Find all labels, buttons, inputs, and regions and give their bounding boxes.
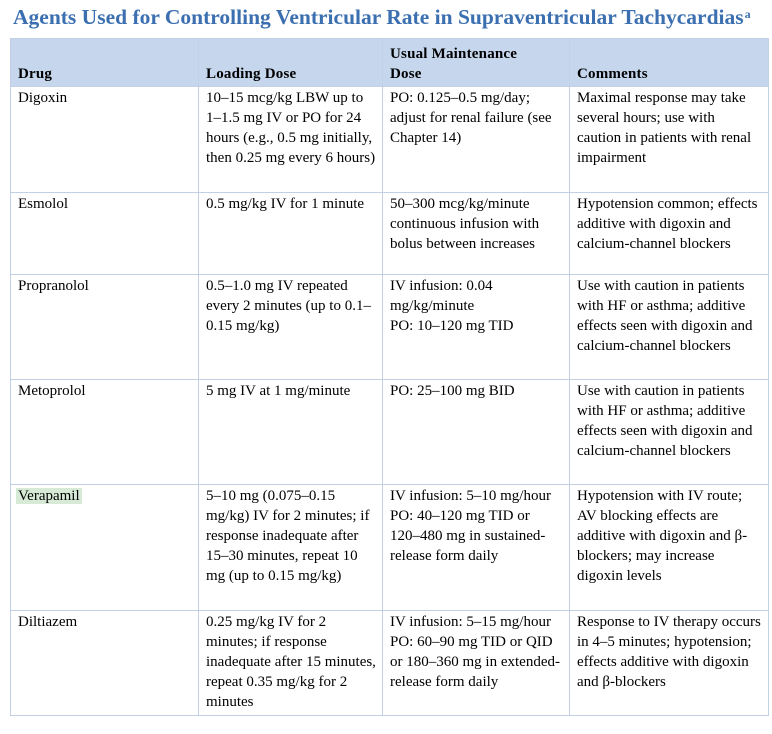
header-drug: Drug [11, 39, 199, 87]
loading-dose-cell: 0.25 mg/kg IV for 2 minutes; if response inadequate after 15 minutes, repeat 0.35 mg/kg for 2 minutes [199, 611, 383, 716]
table-row [11, 611, 769, 716]
maintenance-dose-cell: IV infusion: 0.04 mg/kg/minute PO: 10–120 mg TID [383, 275, 570, 380]
drug-cell: Esmolol [11, 193, 199, 275]
drug-cell [11, 485, 199, 611]
loading-dose-cell: 0.5 mg/kg IV for 1 minute [199, 193, 383, 275]
table-row [11, 275, 769, 380]
header-maintenance-dose: Usual Maintenance Dose [383, 39, 570, 87]
drug-table [10, 38, 769, 716]
drug-cell: Digoxin [11, 87, 199, 193]
comments-cell: Use with caution in patients with HF or asthma; additive effects seen with digoxin and calcium-channel blockers [570, 380, 769, 485]
drug-cell: Diltiazem [11, 611, 199, 716]
table-body [11, 87, 769, 716]
comments-cell: Use with caution in patients with HF or asthma; additive effects seen with digoxin and calcium-channel blockers [570, 275, 769, 380]
title-footnote-marker: a [744, 7, 751, 21]
drug-cell: Propranolol [11, 275, 199, 380]
comments-cell: Hypotension with IV route; AV blocking effects are additive with digoxin and β-blockers; may increase digoxin levels [570, 485, 769, 611]
table-title [13, 4, 768, 30]
comments-cell: Hypotension common; effects additive with digoxin and calcium-channel blockers [570, 193, 769, 275]
table-row [11, 87, 769, 193]
header-comments: Comments [570, 39, 769, 87]
highlighted-drug-name: Verapamil [18, 488, 80, 504]
table-row [11, 193, 769, 275]
table-header [11, 39, 769, 87]
maintenance-dose-cell: PO: 25–100 mg BID [383, 380, 570, 485]
loading-dose-cell: 5 mg IV at 1 mg/minute [199, 380, 383, 485]
maintenance-dose-cell: IV infusion: 5–10 mg/hour PO: 40–120 mg TID or 120–480 mg in sustained-release form daily [383, 485, 570, 611]
table-title-text: Agents Used for Controlling Ventricular Rate in Supraventricular Tachycardias [13, 5, 744, 29]
drug-cell: Metoprolol [11, 380, 199, 485]
loading-dose-cell: 0.5–1.0 mg IV repeated every 2 minutes (up to 0.1–0.15 mg/kg) [199, 275, 383, 380]
table-row [11, 485, 769, 611]
comments-cell: Maximal response may take several hours; use with caution in patients with renal impairment [570, 87, 769, 193]
maintenance-dose-cell: 50–300 mcg/kg/minute continuous infusion with bolus between increases [383, 193, 570, 275]
header-row [11, 39, 769, 87]
table-row [11, 380, 769, 485]
loading-dose-cell: 10–15 mcg/kg LBW up to 1–1.5 mg IV or PO for 24 hours (e.g., 0.5 mg initially, then 0.25 mg every 6 hours) [199, 87, 383, 193]
loading-dose-cell: 5–10 mg (0.075–0.15 mg/kg) IV for 2 minutes; if response inadequate after 15–30 minutes, repeat 10 mg (up to 0.15 mg/kg) [199, 485, 383, 611]
header-loading-dose: Loading Dose [199, 39, 383, 87]
maintenance-dose-cell: PO: 0.125–0.5 mg/day; adjust for renal failure (see Chapter 14) [383, 87, 570, 193]
maintenance-dose-cell: IV infusion: 5–15 mg/hour PO: 60–90 mg TID or QID or 180–360 mg in extended-release form daily [383, 611, 570, 716]
comments-cell: Response to IV therapy occurs in 4–5 minutes; hypotension; effects additive with digoxin and β-blockers [570, 611, 769, 716]
